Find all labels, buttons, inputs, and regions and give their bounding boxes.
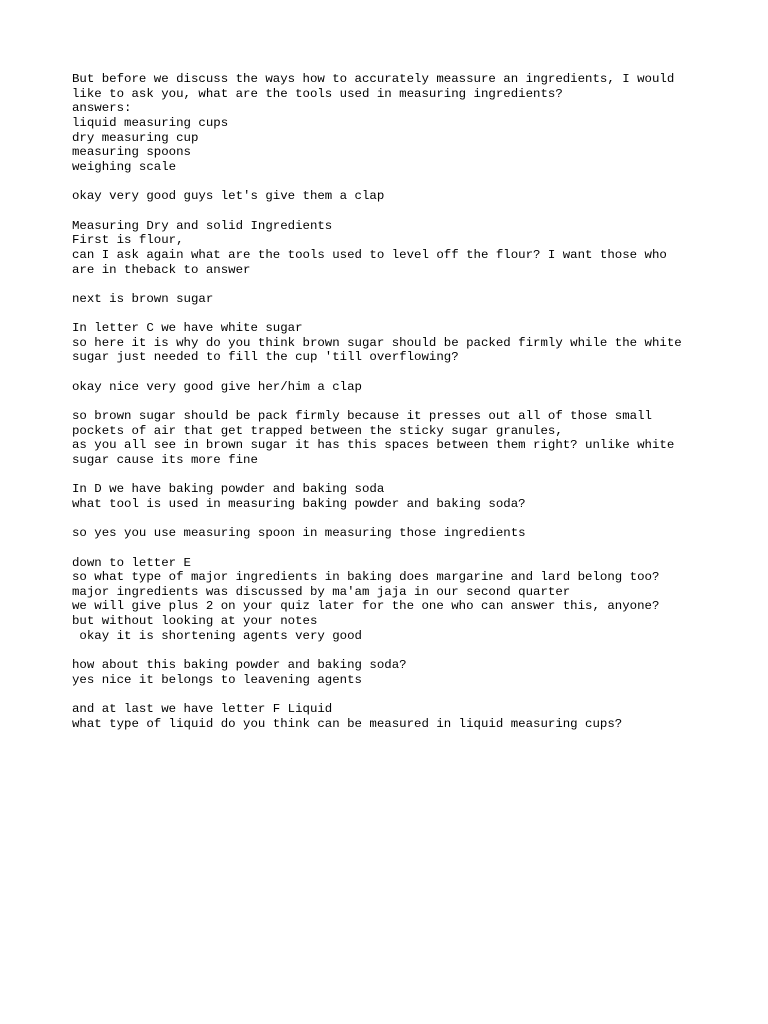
paragraph-baking-powder: [72, 482, 712, 511]
text-line: what type of liquid do you think can be measured in liquid measuring cups?: [72, 716, 623, 731]
paragraph-white-sugar: [72, 321, 712, 365]
text-line: sugar cause its more fine: [72, 452, 258, 467]
text-line: are in theback to answer: [72, 262, 251, 277]
text-line: dry measuring cup: [72, 130, 199, 145]
paragraph-clap: [72, 189, 712, 204]
paragraph-packed-firmly: [72, 409, 712, 468]
text-line: pockets of air that get trapped between the sticky sugar granules,: [72, 423, 563, 438]
text-line: like to ask you, what are the tools used in measuring ingredients?: [72, 86, 563, 101]
text-line: so yes you use measuring spoon in measuring those ingredients: [72, 526, 526, 541]
text-line: down to letter E: [72, 555, 191, 570]
text-line: next is brown sugar: [72, 291, 214, 306]
text-line: In letter C we have white sugar: [72, 321, 303, 336]
text-line: how about this baking powder and baking soda?: [72, 658, 407, 673]
text-line: yes nice it belongs to leavening agents: [72, 672, 362, 687]
text-line: so what type of major ingredients in baking does margarine and lard belong too?: [72, 570, 660, 585]
paragraph-liquid: [72, 702, 712, 731]
text-line: First is flour,: [72, 233, 184, 248]
paragraph-leavening: [72, 658, 712, 687]
paragraph-measuring-spoon: [72, 526, 712, 541]
paragraph-brown-sugar: [72, 292, 712, 307]
text-line: okay it is shortening agents very good: [72, 628, 362, 643]
text-line: can I ask again what are the tools used to level off the flour? I want those who: [72, 247, 667, 262]
text-line: so here it is why do you think brown sugar should be packed firmly while the white: [72, 335, 682, 350]
text-line: we will give plus 2 on your quiz later for the one who can answer this, anyone?: [72, 599, 660, 614]
paragraph-letter-e: [72, 556, 712, 644]
paragraph-dry-solid: [72, 219, 712, 278]
text-line: But before we discuss the ways how to accurately meassure an ingredients, I would: [72, 72, 675, 86]
text-line: but without looking at your notes: [72, 614, 318, 629]
text-line: liquid measuring cups: [72, 115, 229, 130]
text-line: okay nice very good give her/him a clap: [72, 379, 362, 394]
text-line: sugar just needed to fill the cup 'till overflowing?: [72, 350, 459, 365]
text-line: so brown sugar should be pack firmly because it presses out all of those small: [72, 409, 652, 423]
text-line: okay very good guys let's give them a clap: [72, 189, 385, 204]
text-line: major ingredients was discussed by ma'am jaja in our second quarter: [72, 584, 571, 599]
text-line: measuring spoons: [72, 145, 191, 160]
text-line: as you all see in brown sugar it has this spaces between them right? unlike white: [72, 438, 675, 453]
text-line: what tool is used in measuring baking powder and baking soda?: [72, 496, 526, 511]
text-line: Measuring Dry and solid Ingredients: [72, 218, 333, 233]
paragraph-tools-question: [72, 72, 712, 175]
text-line: and at last we have letter F Liquid: [72, 702, 333, 717]
paragraph-nice-clap: [72, 380, 712, 395]
text-line: weighing scale: [72, 159, 177, 174]
text-line: answers:: [72, 101, 132, 116]
text-line: In D we have baking powder and baking soda: [72, 482, 385, 497]
document-page: [72, 72, 712, 746]
